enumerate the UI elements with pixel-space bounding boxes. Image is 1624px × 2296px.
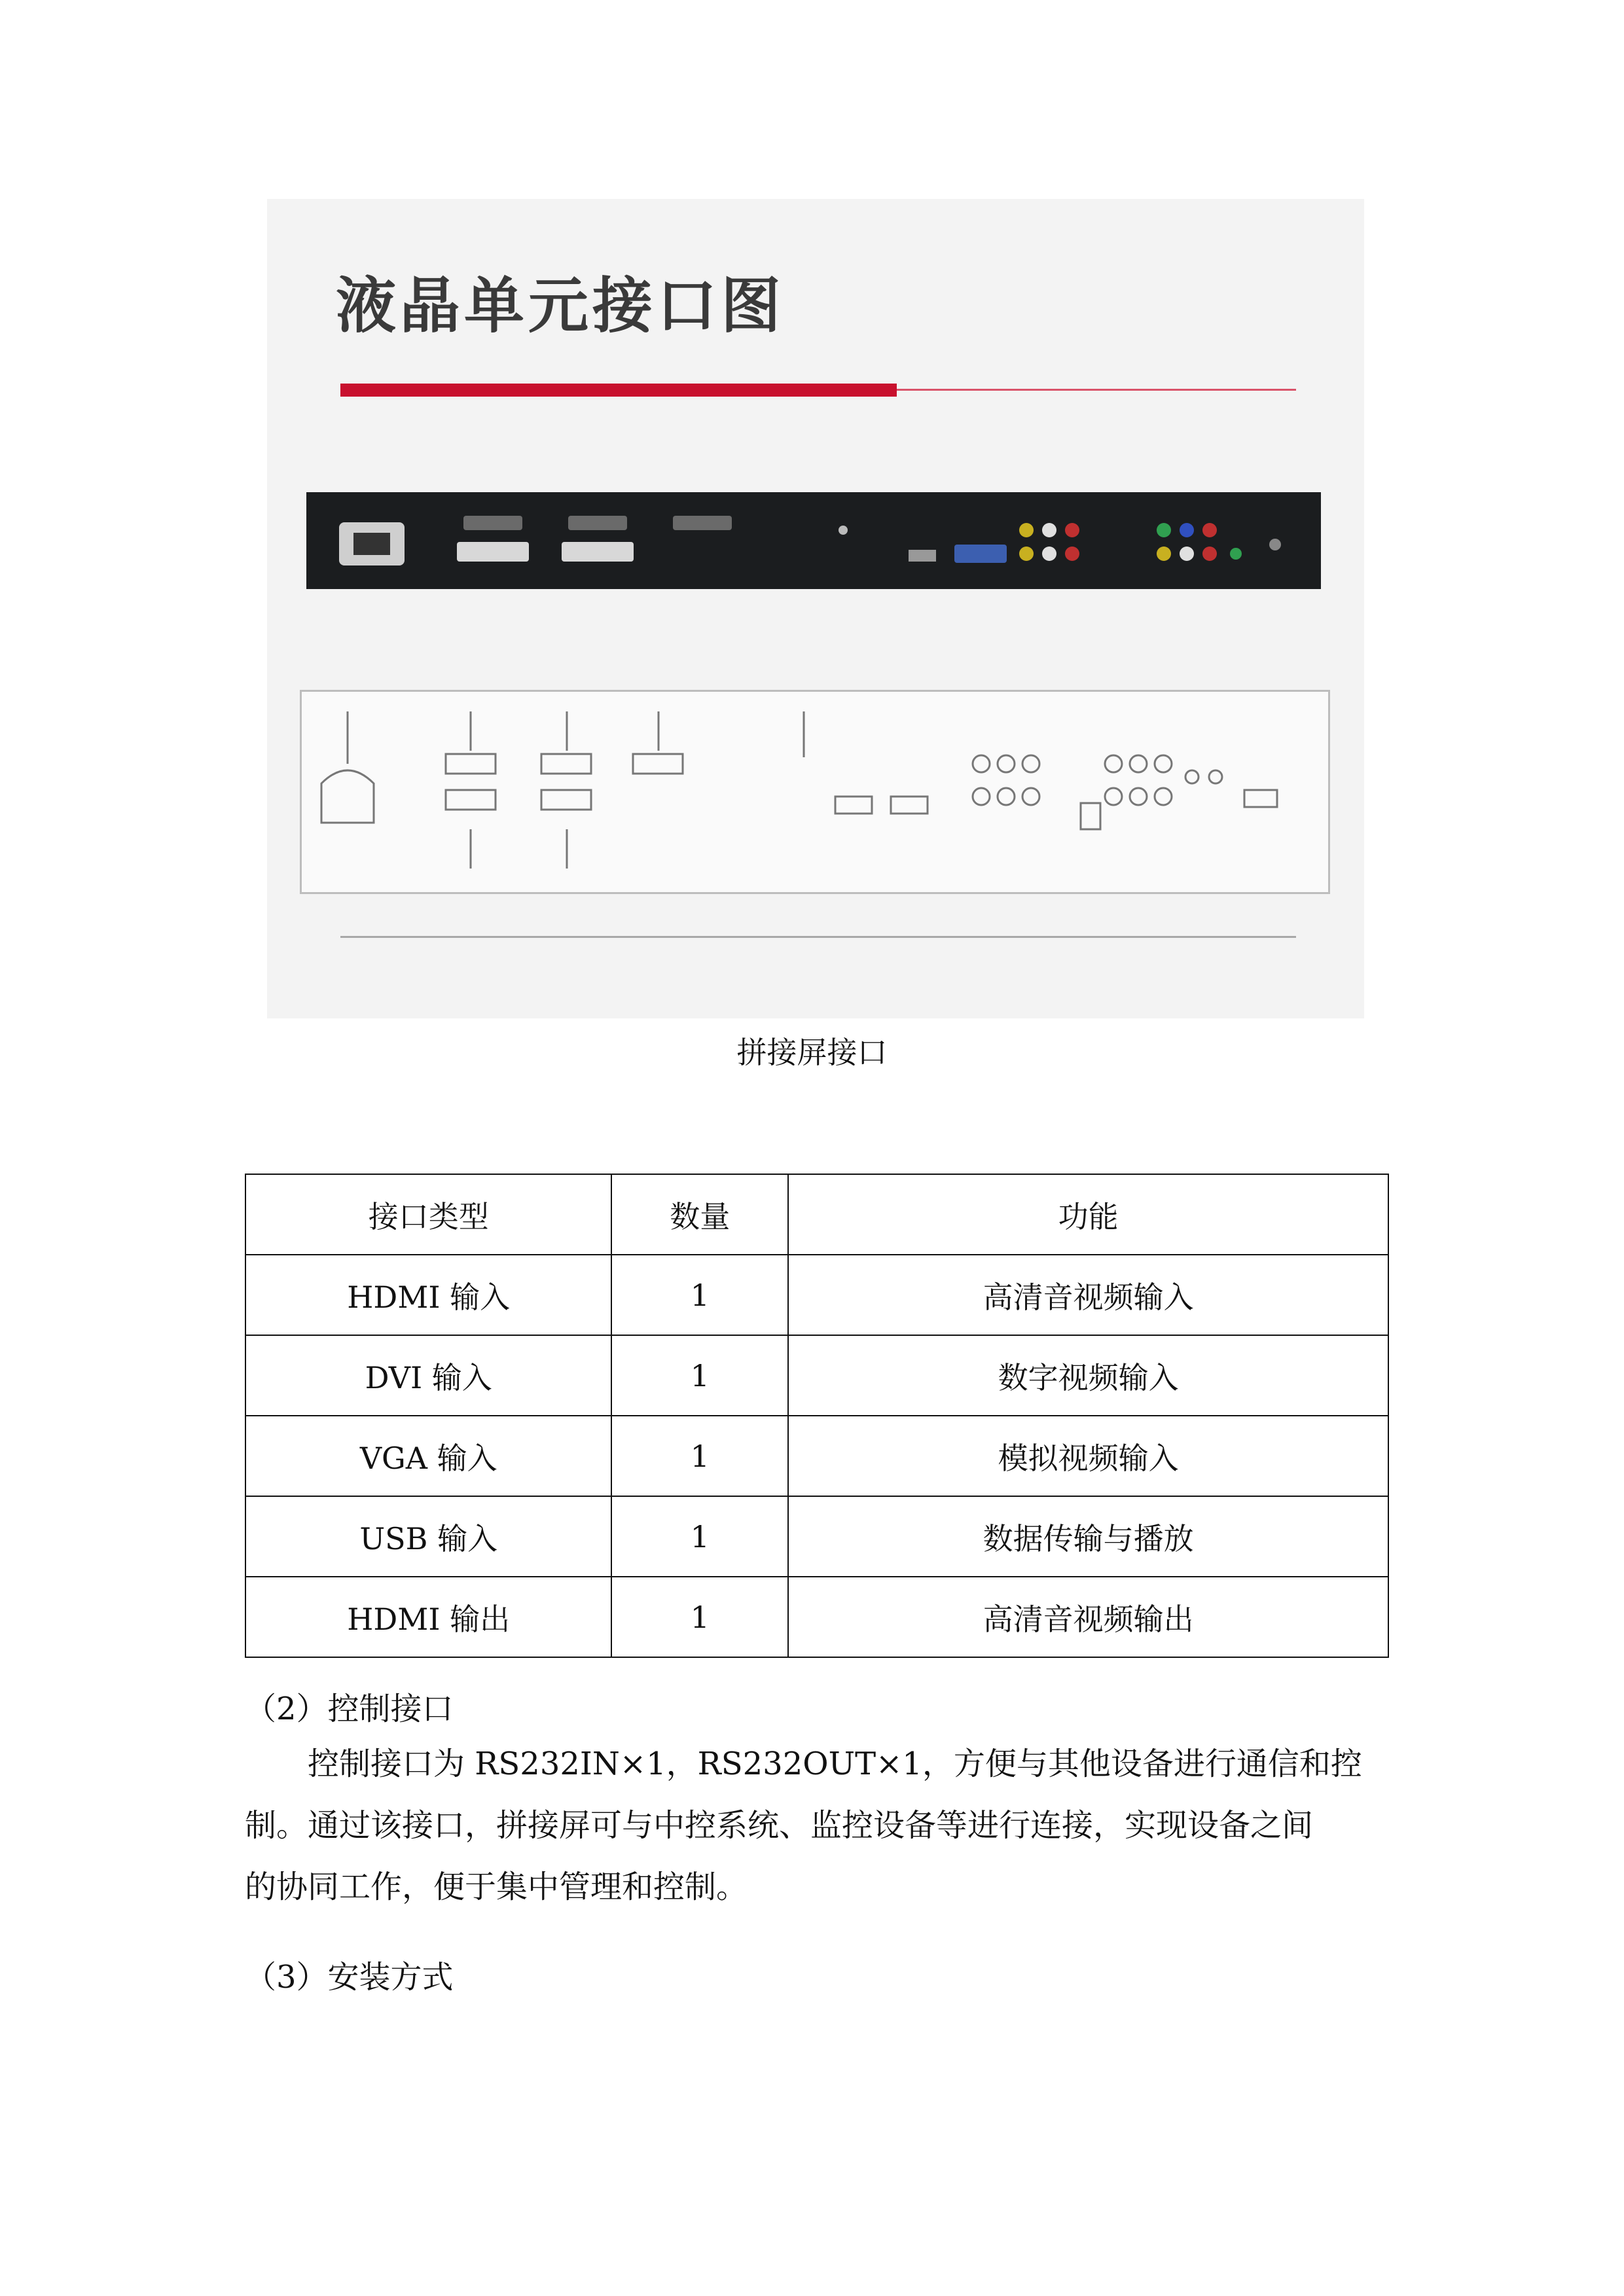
table-row [245, 1416, 1388, 1496]
cell-interface-type: VGA 输入 [245, 1416, 611, 1496]
cell-function: 模拟视频输入 [788, 1416, 1388, 1496]
table-row [245, 1496, 1388, 1577]
title-accent-line [897, 389, 1296, 391]
port-schematic-drawing [302, 692, 1328, 892]
header-interface-type: 接口类型 [245, 1174, 611, 1255]
cell-function: 数字视频输入 [788, 1335, 1388, 1416]
cell-interface-type: HDMI 输出 [245, 1577, 611, 1657]
table-row [245, 1577, 1388, 1657]
cell-quantity: 1 [611, 1255, 788, 1335]
cell-interface-type: HDMI 输入 [245, 1255, 611, 1335]
cell-function: 数据传输与播放 [788, 1496, 1388, 1577]
table-row [245, 1335, 1388, 1416]
section-heading-control: （2）控制接口 [245, 1691, 454, 1727]
cell-quantity: 1 [611, 1577, 788, 1657]
figure-bottom-rule [340, 936, 1296, 938]
interface-table [245, 1174, 1389, 1658]
cell-function: 高清音视频输出 [788, 1577, 1388, 1657]
rear-panel-ports [306, 492, 1321, 589]
cell-quantity: 1 [611, 1416, 788, 1496]
cell-interface-type: USB 输入 [245, 1496, 611, 1577]
header-function: 功能 [788, 1174, 1388, 1255]
slide-title: 液晶单元接口图 [336, 271, 785, 341]
figure-caption: 拼接屏接口 [736, 1035, 888, 1070]
cell-quantity: 1 [611, 1335, 788, 1416]
interface-figure [267, 199, 1364, 1018]
port-schematic [300, 690, 1330, 894]
rear-panel-photo [306, 492, 1321, 589]
cell-quantity: 1 [611, 1496, 788, 1577]
header-quantity: 数量 [611, 1174, 788, 1255]
cell-function: 高清音视频输入 [788, 1255, 1388, 1335]
table-header-row [245, 1174, 1388, 1255]
table-row [245, 1255, 1388, 1335]
control-paragraph [245, 1733, 1389, 1918]
paragraph-line: 控制接口为 RS232IN×1，RS232OUT×1，方便与其他设备进行通信和控 [308, 1746, 1362, 1782]
paragraph-line: 的协同工作，便于集中管理和控制。 [245, 1869, 748, 1905]
section-heading-installation: （3）安装方式 [245, 1959, 454, 1996]
cell-interface-type: DVI 输入 [245, 1335, 611, 1416]
paragraph-line: 制。通过该接口，拼接屏可与中控系统、监控设备等进行连接，实现设备之间 [245, 1807, 1314, 1844]
title-accent-bar [340, 384, 897, 397]
